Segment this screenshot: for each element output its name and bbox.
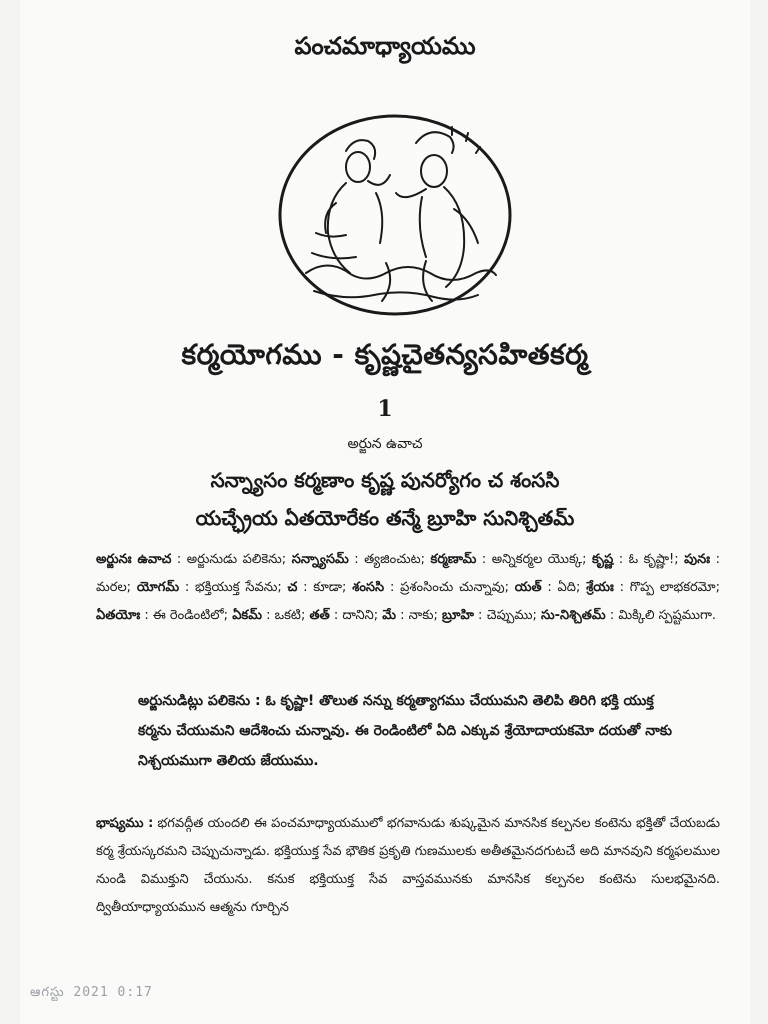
synonym-term: శ్రేయః bbox=[586, 580, 614, 595]
synonym-meaning: : గొప్ప లాభకరమో; bbox=[613, 580, 720, 595]
chapter-title: పంచమాధ్యాయము bbox=[294, 32, 476, 60]
synonym-term: అర్జునః ఉవాచ bbox=[96, 552, 172, 567]
synonym-term: బ్రూహి bbox=[442, 608, 474, 623]
synonym-term: ఏతయోః bbox=[96, 608, 141, 623]
synonym-meaning: : అన్నికర్మల యొక్క; bbox=[476, 552, 592, 567]
verse-line: యచ్ఛ్రేయ ఏతయోరేకం తన్మే బ్రూహి సునిశ్చితమ్ bbox=[195, 506, 575, 530]
synonym-meaning: : మరల; bbox=[96, 552, 720, 595]
purport bbox=[96, 810, 720, 922]
synonym-term: కర్మణామ్ bbox=[430, 552, 477, 567]
synonym-term: కృష్ణ bbox=[591, 552, 614, 567]
synonym-meaning: : ఈ రెండింటిలో; bbox=[140, 608, 233, 623]
synonym-meaning: : చెప్పుము; bbox=[473, 608, 542, 623]
synonym-term: తత్ bbox=[309, 608, 330, 623]
synonym-term: యత్ bbox=[514, 580, 542, 595]
synonym-term: శంససి bbox=[352, 580, 385, 595]
purport-text: భగవద్గీత యందలి ఈ పంచమాధ్యాయములో భగవానుడు శుష్కమైన మానసిక కల్పనల కంటెను భక్తితో చేయబడు కర్మ శ్రేయస్కరమని చెప్పుచున్నాడు. భక్తియుక్త సేవ భౌతిక ప్రకృతి గుణములకు అతీతమైనదగుటచే అది మానవుని కర్మఫలముల నుండి విముక్తుని చేయును. కనుక భక్తియుక్త సేవ వాస్తవమునకు మానసిక కల్పనల కంటెను సులభమైనది. ద్వితీయాధ్యాయమున ఆత్మను గూర్చిన bbox=[96, 816, 720, 915]
verse-number: 1 bbox=[377, 396, 393, 422]
speaker-heading: అర్జున ఉవాచ bbox=[347, 436, 423, 452]
section-title: కర్మయోగము - కృష్ణచైతన్యసహితకర్మ bbox=[181, 338, 589, 371]
synonym-term: చ bbox=[287, 580, 298, 595]
verse-translation: అర్జునుడిట్లు పలికెను : ఓ కృష్ణా! తొలుత నన్ను కర్మత్యాగము చేయుమని తెలిపి తిరిగి భక్తి యుక్త కర్మను చేయుమని ఆదేశించు చున్నావు. ఈ రెండింటిలో ఏది ఎక్కువ శ్రేయోదాయకమో దయతో నాకు నిశ్చయముగా తెలియ జేయుము. bbox=[138, 693, 672, 769]
synonym-meaning: : ఏది; bbox=[541, 580, 587, 595]
synonym-meaning: : భక్తియుక్త సేవను; bbox=[179, 580, 288, 595]
synonym-term: యోగమ్ bbox=[136, 580, 180, 595]
book-page bbox=[20, 0, 750, 1024]
synonym-term: సు-నిశ్చితమ్ bbox=[541, 608, 606, 623]
verse-line: సన్న్యాసం కర్మణాం కృష్ణ పునర్యోగం చ శంససి bbox=[210, 468, 560, 492]
photo-date-stamp: ఆగస్టు 2021 0:17 bbox=[30, 985, 153, 1000]
synonym-meaning: : ప్రశంసించు చున్నావు; bbox=[384, 580, 515, 595]
synonym-meaning: : నాకు; bbox=[396, 608, 443, 623]
synonym-meaning: : ఒకటి; bbox=[261, 608, 310, 623]
synonym-meaning: : ఓ కృష్ణా!; bbox=[613, 552, 685, 567]
synonym-meaning: : అర్జునుడు పలికెను; bbox=[171, 552, 292, 567]
synonym-term: మే bbox=[382, 608, 396, 623]
synonym-meaning: : త్యజించుట; bbox=[348, 552, 431, 567]
synonym-meaning: : దానిని; bbox=[329, 608, 383, 623]
synonym-meaning: : కూడా; bbox=[297, 580, 353, 595]
purport-heading: భాష్యము : bbox=[96, 816, 154, 831]
synonym-term: సన్న్యాసమ్ bbox=[291, 552, 349, 567]
synonym-term: ఏకమ్ bbox=[232, 608, 262, 623]
krishna-arjuna-emblem-icon bbox=[276, 113, 514, 317]
word-meanings bbox=[96, 546, 720, 630]
synonym-meaning: : మిక్కిలి స్పష్టముగా. bbox=[605, 608, 717, 623]
synonym-term: పునః bbox=[684, 552, 711, 567]
